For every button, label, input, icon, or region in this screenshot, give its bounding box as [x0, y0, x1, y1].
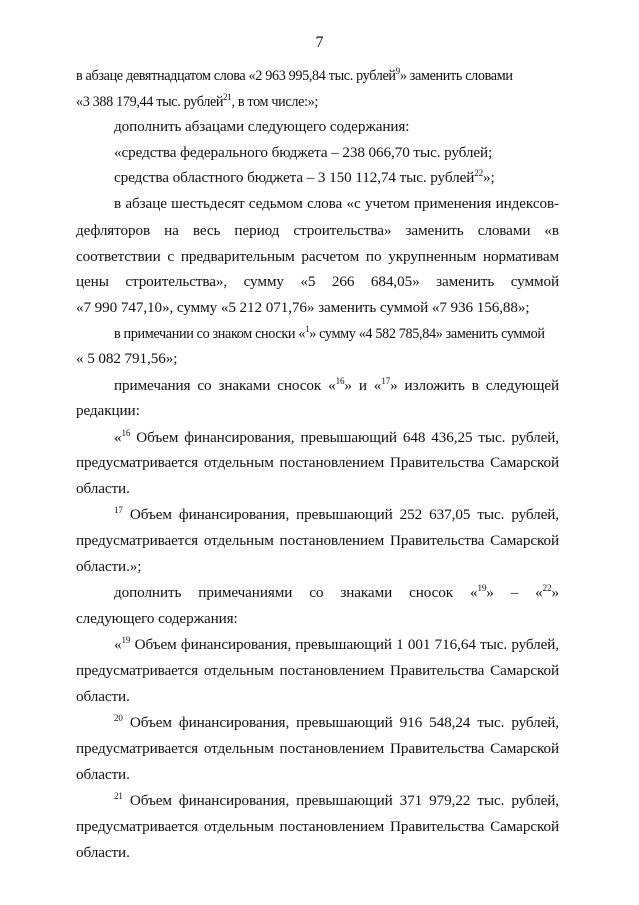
- line-text: «: [114, 429, 122, 446]
- line-text: в примечании со знаком сноски «: [114, 326, 306, 342]
- text-line: [76, 817, 559, 837]
- line-text: »: [551, 584, 559, 601]
- line-text: следующего содержания:: [76, 610, 238, 627]
- text-line: [114, 143, 559, 163]
- line-text: Объем финансирования, превышающий 648 436,25 тыс. рублей,: [130, 429, 559, 446]
- text-line: [114, 376, 559, 396]
- line-text: » изложить в следующей: [390, 377, 559, 394]
- line-text: области.: [76, 844, 130, 861]
- line-text: примечания со знаками сносок «: [114, 377, 336, 394]
- line-text: дефляторов на весь период строительства» заменить словами «в: [76, 222, 559, 239]
- line-text: области.: [76, 688, 130, 705]
- text-line: [76, 92, 559, 112]
- footnote-marker: 17: [381, 376, 391, 386]
- line-text: »;: [483, 169, 495, 186]
- text-line: [76, 557, 559, 577]
- footnote-marker: 22: [474, 168, 484, 178]
- line-text: области.: [76, 766, 130, 783]
- footnote-marker: 19: [121, 635, 131, 645]
- text-line: [114, 194, 559, 214]
- text-line: [114, 635, 559, 655]
- line-text: дополнить примечаниями со знаками сносок «: [114, 584, 478, 601]
- footnote-marker: 16: [121, 428, 131, 438]
- line-text: цены строительства», сумму «5 266 684,05» заменить суммой: [76, 273, 559, 290]
- text-line: [76, 298, 559, 318]
- line-text: » – «: [486, 584, 543, 601]
- line-text: дополнить абзацами следующего содержания:: [114, 118, 410, 135]
- text-line: [76, 843, 559, 863]
- text-line: [76, 661, 559, 681]
- text-line: [76, 401, 559, 421]
- text-line: [114, 168, 559, 188]
- line-text: » и «: [344, 377, 382, 394]
- line-text: средства областного бюджета – 3 150 112,74 тыс. рублей: [114, 169, 475, 186]
- text-line: [76, 479, 559, 499]
- text-line: [76, 765, 559, 785]
- line-text: » заменить словами: [399, 68, 513, 84]
- footnote-marker: 17: [114, 505, 123, 515]
- text-line: [114, 428, 559, 448]
- text-line: [114, 791, 559, 811]
- line-text: , в том числе:»;: [231, 94, 318, 110]
- footnote-marker: 19: [477, 583, 487, 593]
- footnote-marker: 22: [542, 583, 552, 593]
- line-text: области.»;: [76, 558, 142, 575]
- line-text: предусматривается отдельным постановлением Правительства Самарской: [76, 454, 559, 471]
- text-line: [76, 221, 559, 241]
- line-text: предусматривается отдельным постановлением Правительства Самарской: [76, 662, 559, 679]
- line-text: предусматривается отдельным постановлением Правительства Самарской: [76, 740, 559, 757]
- line-text: «: [114, 636, 122, 653]
- text-line: [114, 713, 559, 733]
- footnote-marker: 21: [114, 791, 123, 801]
- line-text: Объем финансирования, превышающий 252 637,05 тыс. рублей,: [122, 506, 559, 523]
- line-text: Объем финансирования, превышающий 371 979,22 тыс. рублей,: [122, 792, 559, 809]
- line-text: « 5 082 791,56»;: [76, 350, 178, 367]
- footnote-marker: 1: [305, 324, 310, 334]
- text-line: [114, 117, 559, 137]
- footnote-marker: 20: [114, 713, 123, 723]
- text-line: [76, 247, 559, 267]
- line-text: предусматривается отдельным постановлением Правительства Самарской: [76, 818, 559, 835]
- footnote-marker: 21: [223, 92, 232, 102]
- text-line: [76, 66, 559, 86]
- line-text: предусматривается отдельным постановлением Правительства Самарской: [76, 532, 559, 549]
- page-number: 7: [315, 34, 324, 51]
- line-text: » сумму «4 582 785,84» заменить суммой: [309, 326, 545, 342]
- text-line: [76, 349, 559, 369]
- line-text: соответствии с предварительным расчетом по укрупненным нормативам: [76, 248, 559, 265]
- text-line: [76, 609, 559, 629]
- line-text: области.: [76, 480, 130, 497]
- text-line: [76, 531, 559, 551]
- line-text: «средства федерального бюджета – 238 066,70 тыс. рублей;: [114, 144, 493, 161]
- text-line: [114, 324, 559, 344]
- line-text: Объем финансирования, превышающий 1 001 716,64 тыс. рублей,: [130, 636, 559, 653]
- line-text: Объем финансирования, превышающий 916 548,24 тыс. рублей,: [122, 714, 559, 731]
- line-text: редакции:: [76, 402, 140, 419]
- text-line: [76, 453, 559, 473]
- text-line: [114, 583, 559, 603]
- text-line: [76, 739, 559, 759]
- text-line: [114, 505, 559, 525]
- line-text: в абзаце шестьдесят седьмом слова «с учетом применения индексов-: [114, 195, 559, 212]
- text-line: [76, 272, 559, 292]
- line-text: в абзаце девятнадцатом слова «2 963 995,84 тыс. рублей: [76, 68, 396, 84]
- line-text: «3 388 179,44 тыс. рублей: [76, 94, 224, 110]
- line-text: «7 990 747,10», сумму «5 212 071,76» заменить суммой «7 936 156,88»;: [76, 299, 530, 316]
- footnote-marker: 16: [335, 376, 345, 386]
- text-line: [76, 687, 559, 707]
- footnote-marker: 9: [395, 66, 400, 76]
